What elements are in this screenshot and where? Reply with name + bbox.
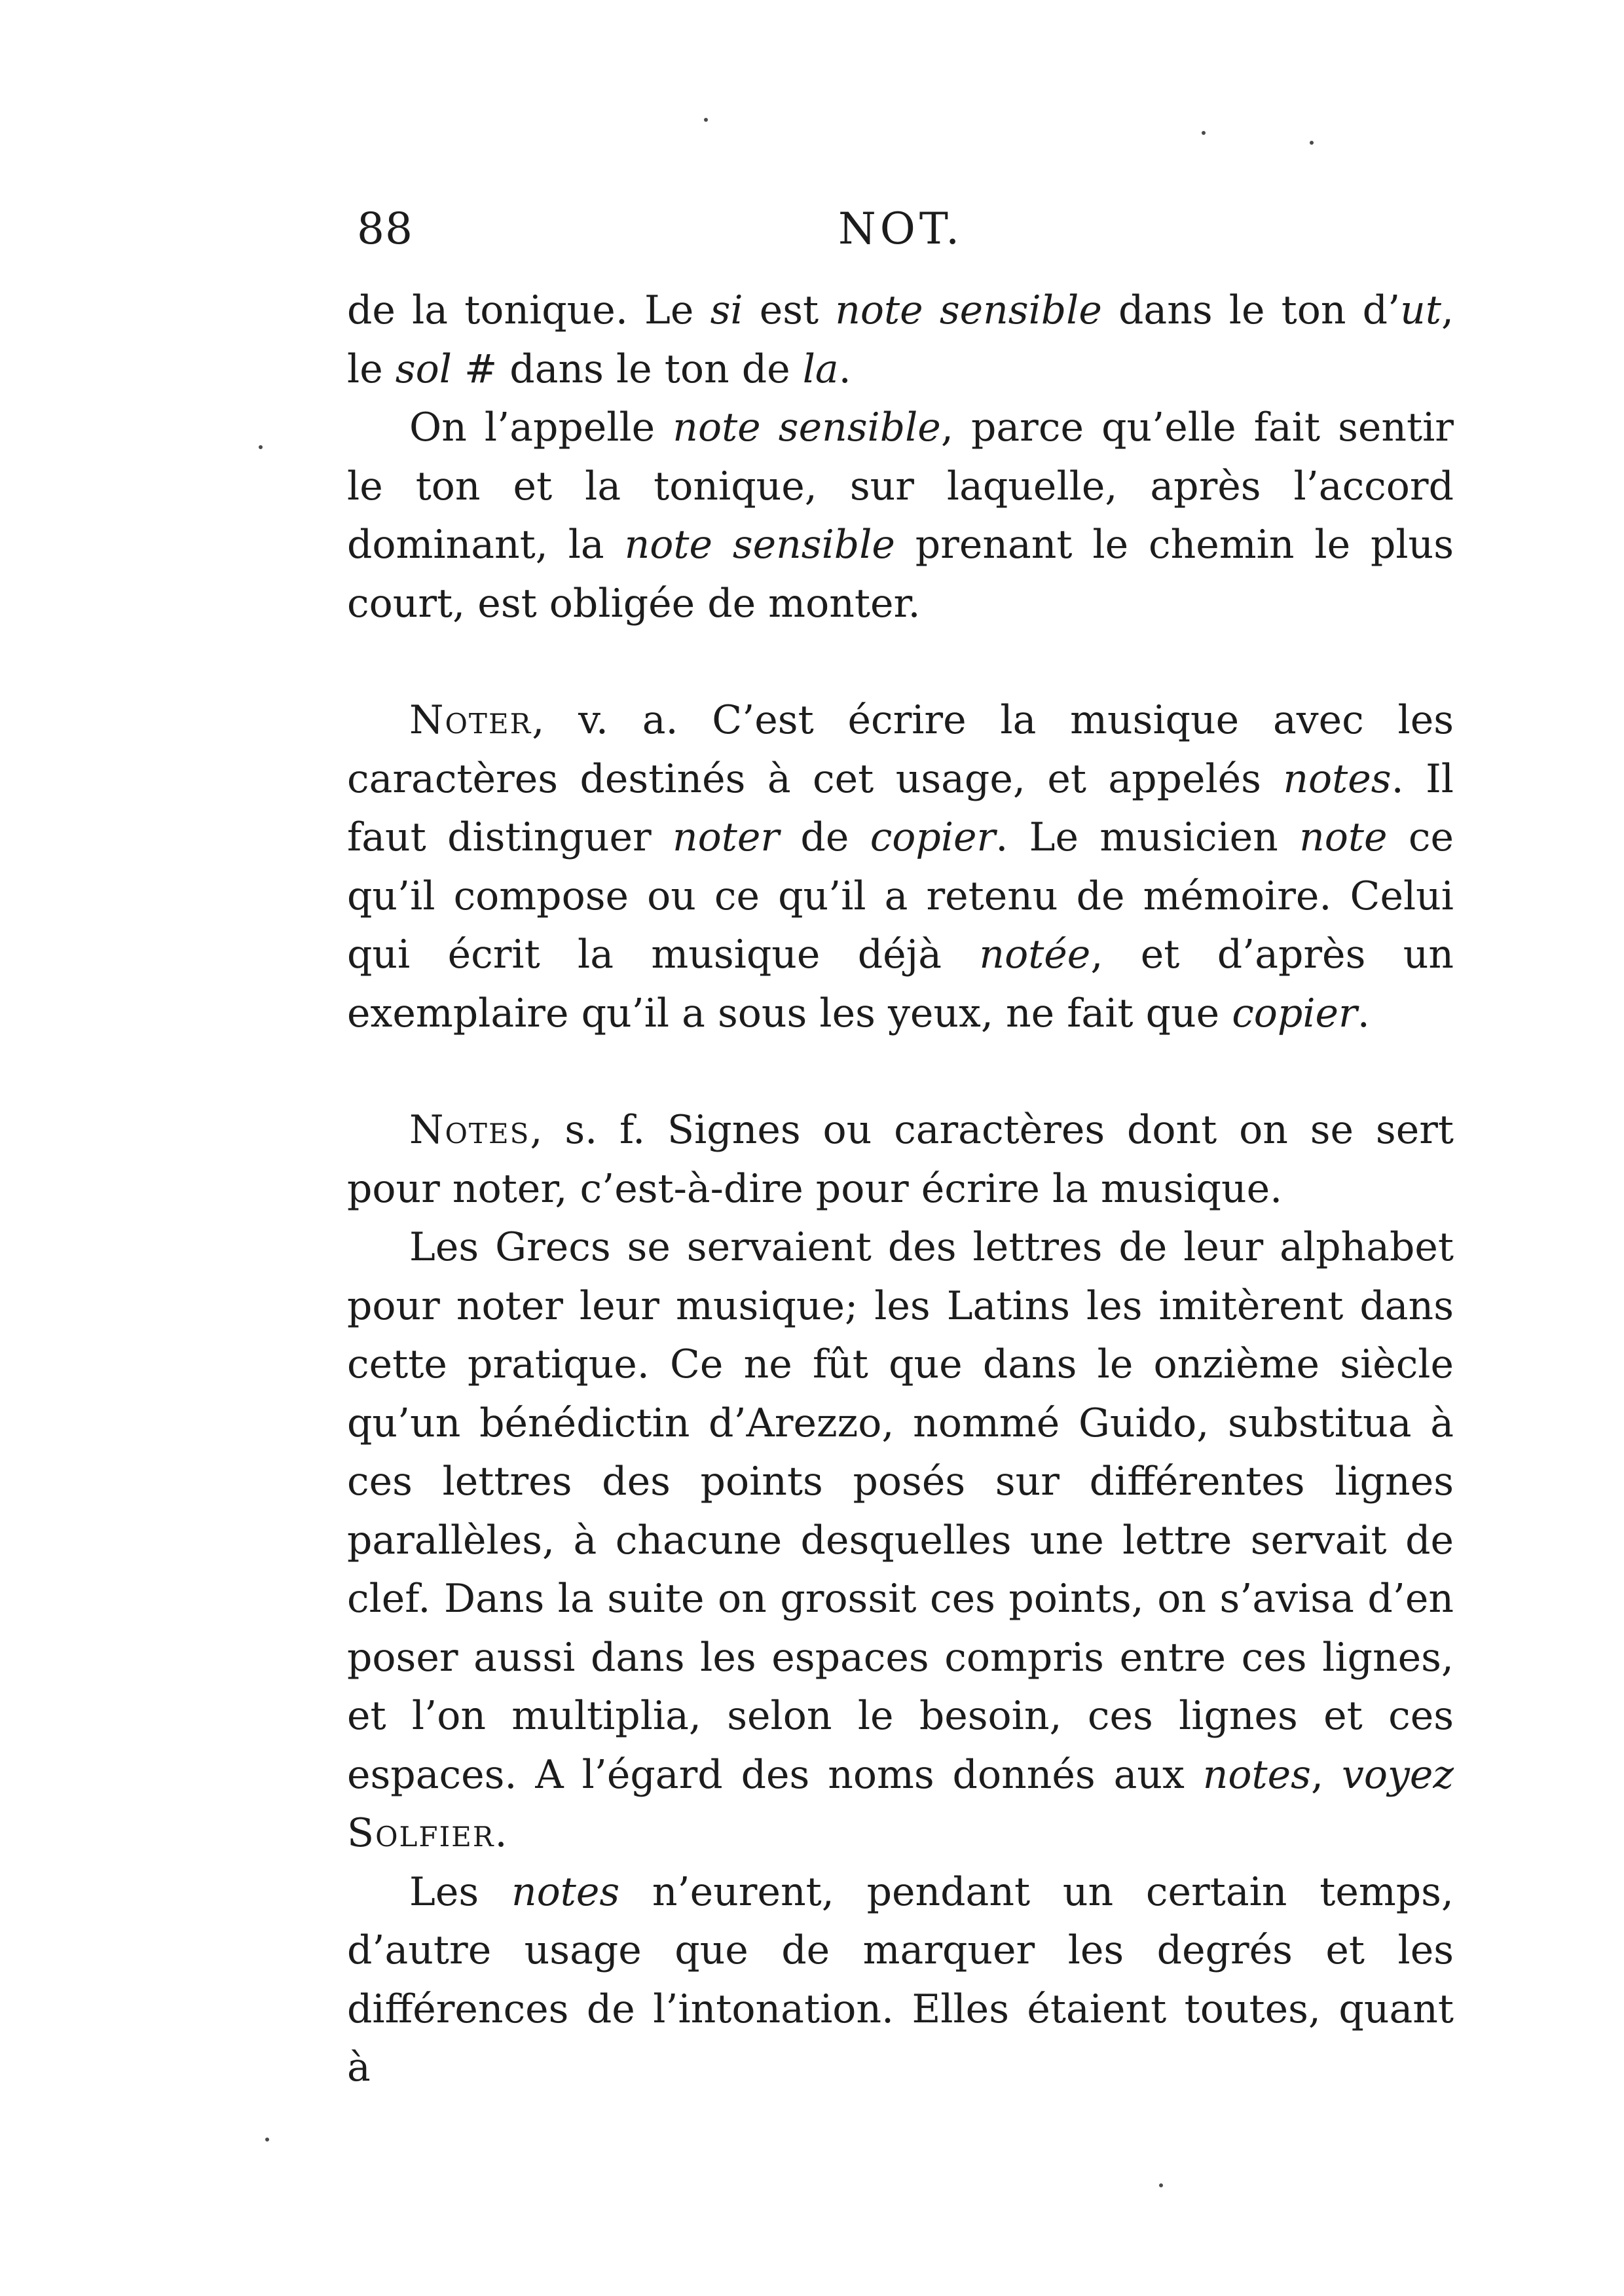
running-head: NOT. xyxy=(838,204,964,254)
print-speck xyxy=(1310,141,1314,145)
cross-reference: Solfier xyxy=(347,1810,495,1856)
entry-notes: Notes, s. f. Signes ou caractères dont on se sert pour noter, c’est-à-dire pour écrire la musique. xyxy=(347,1107,1454,1212)
print-speck xyxy=(265,2138,269,2141)
print-speck xyxy=(704,118,708,122)
print-speck xyxy=(259,445,263,449)
print-speck xyxy=(1159,2183,1163,2187)
entry-term: Noter xyxy=(409,697,532,743)
entry-noter: Noter, v. a. C’est écrire la musique avec les caractères destinés à cet usage, et appelés notes. Il faut distinguer noter de copier. Le musicien note ce qu’il compose ou ce qu’il a retenu de mémoire. Celui qui écrit la musique déjà notée, et d’après un exemplaire qu’il a sous les yeux, ne fait que copier. xyxy=(347,697,1454,1036)
page-body xyxy=(347,282,1454,2098)
paragraph-note-sensible: On l’appelle note sensible, parce qu’elle fait sentir le ton et la tonique, sur laquelle, après l’accord dominant, la note sensible prenant le chemin le plus court, est obligée de monter. xyxy=(347,405,1454,627)
entry-term: Notes xyxy=(409,1107,530,1153)
paragraph-continuation: de la tonique. Le si est note sensible dans le ton d’ut, le sol # dans le ton de la. xyxy=(347,287,1454,392)
paragraph-history: Les Grecs se servaient des lettres de leur alphabet pour noter leur musique; les Latins les imitèrent dans cette pratique. Ce ne fût que dans le onzième siècle qu’un bénédictin d’Arezzo, nommé Guido, substitua à ces lettres des points posés sur différentes lignes parallèles, à chacune desquelles une lettre servait de clef. Dans la suite on grossit ces points, on s’avisa d’en poser aussi dans les espaces compris entre ces lignes, et l’on multiplia, selon le besoin, ces lignes et ces espaces. A l’égard des noms donnés aux notes, voyez Solfier. xyxy=(347,1224,1454,1856)
page-header xyxy=(357,203,1450,255)
print-speck xyxy=(1202,131,1206,135)
paragraph-usage: Les notes n’eurent, pendant un certain temps, d’autre usage que de marquer les degrés et les différences de l’intonation. Elles étaient toutes, quant à xyxy=(347,1868,1454,2090)
page-number: 88 xyxy=(357,204,413,254)
